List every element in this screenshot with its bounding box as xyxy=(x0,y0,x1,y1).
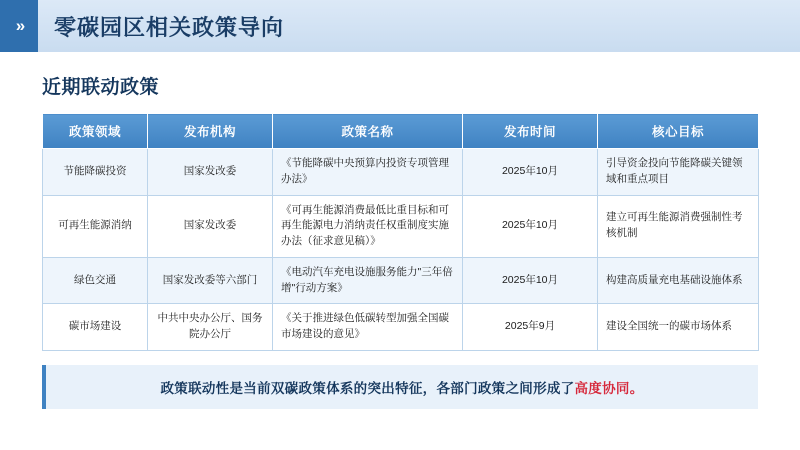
table-row xyxy=(43,257,759,304)
cell-date: 2025年10月 xyxy=(463,257,598,304)
summary-text-before: 政策联动性是当前双碳政策体系的突出特征，各部门政策之间形成了 xyxy=(160,380,575,396)
cell-date: 2025年10月 xyxy=(463,195,598,257)
column-header-field: 政策领域 xyxy=(43,114,148,149)
table-header-row xyxy=(43,114,759,149)
column-header-goal: 核心目标 xyxy=(598,114,759,149)
slide-content xyxy=(0,52,800,450)
double-chevron-right-icon: » xyxy=(0,0,38,52)
cell-field: 绿色交通 xyxy=(43,257,148,304)
cell-agency: 国家发改委 xyxy=(148,195,273,257)
page-title: 零碳园区相关政策导向 xyxy=(54,14,285,40)
cell-goal: 构建高质量充电基础设施体系 xyxy=(598,257,759,304)
summary-text-after: 。 xyxy=(629,380,644,396)
summary-highlight: 高度协同 xyxy=(574,380,630,396)
cell-goal: 建设全国统一的碳市场体系 xyxy=(598,304,759,351)
cell-goal: 引导资金投向节能降碳关键领域和重点项目 xyxy=(598,149,759,196)
summary-callout xyxy=(42,365,758,409)
cell-agency: 国家发改委等六部门 xyxy=(148,257,273,304)
cell-field: 碳市场建设 xyxy=(43,304,148,351)
table-row xyxy=(43,149,759,196)
cell-date: 2025年10月 xyxy=(463,149,598,196)
section-title: 近期联动政策 xyxy=(42,77,160,98)
cell-goal: 建立可再生能源消费强制性考核机制 xyxy=(598,195,759,257)
cell-agency: 国家发改委 xyxy=(148,149,273,196)
column-header-date: 发布时间 xyxy=(463,114,598,149)
cell-field: 节能降碳投资 xyxy=(43,149,148,196)
cell-policy: 《节能降碳中央预算内投资专项管理办法》 xyxy=(273,149,463,196)
cell-policy: 《电动汽车充电设施服务能力"三年倍增"行动方案》 xyxy=(273,257,463,304)
cell-field: 可再生能源消纳 xyxy=(43,195,148,257)
cell-policy: 《可再生能源消费最低比重目标和可再生能源电力消纳责任权重制度实施办法（征求意见稿）》 xyxy=(273,195,463,257)
cell-agency: 中共中央办公厅、国务院办公厅 xyxy=(148,304,273,351)
table-row xyxy=(43,195,759,257)
slide-header xyxy=(0,0,800,54)
cell-date: 2025年9月 xyxy=(463,304,598,351)
cell-policy: 《关于推进绿色低碳转型加强全国碳市场建设的意见》 xyxy=(273,304,463,351)
column-header-agency: 发布机构 xyxy=(148,114,273,149)
table-row xyxy=(43,304,759,351)
column-header-policy: 政策名称 xyxy=(273,114,463,149)
policy-table xyxy=(42,113,759,351)
